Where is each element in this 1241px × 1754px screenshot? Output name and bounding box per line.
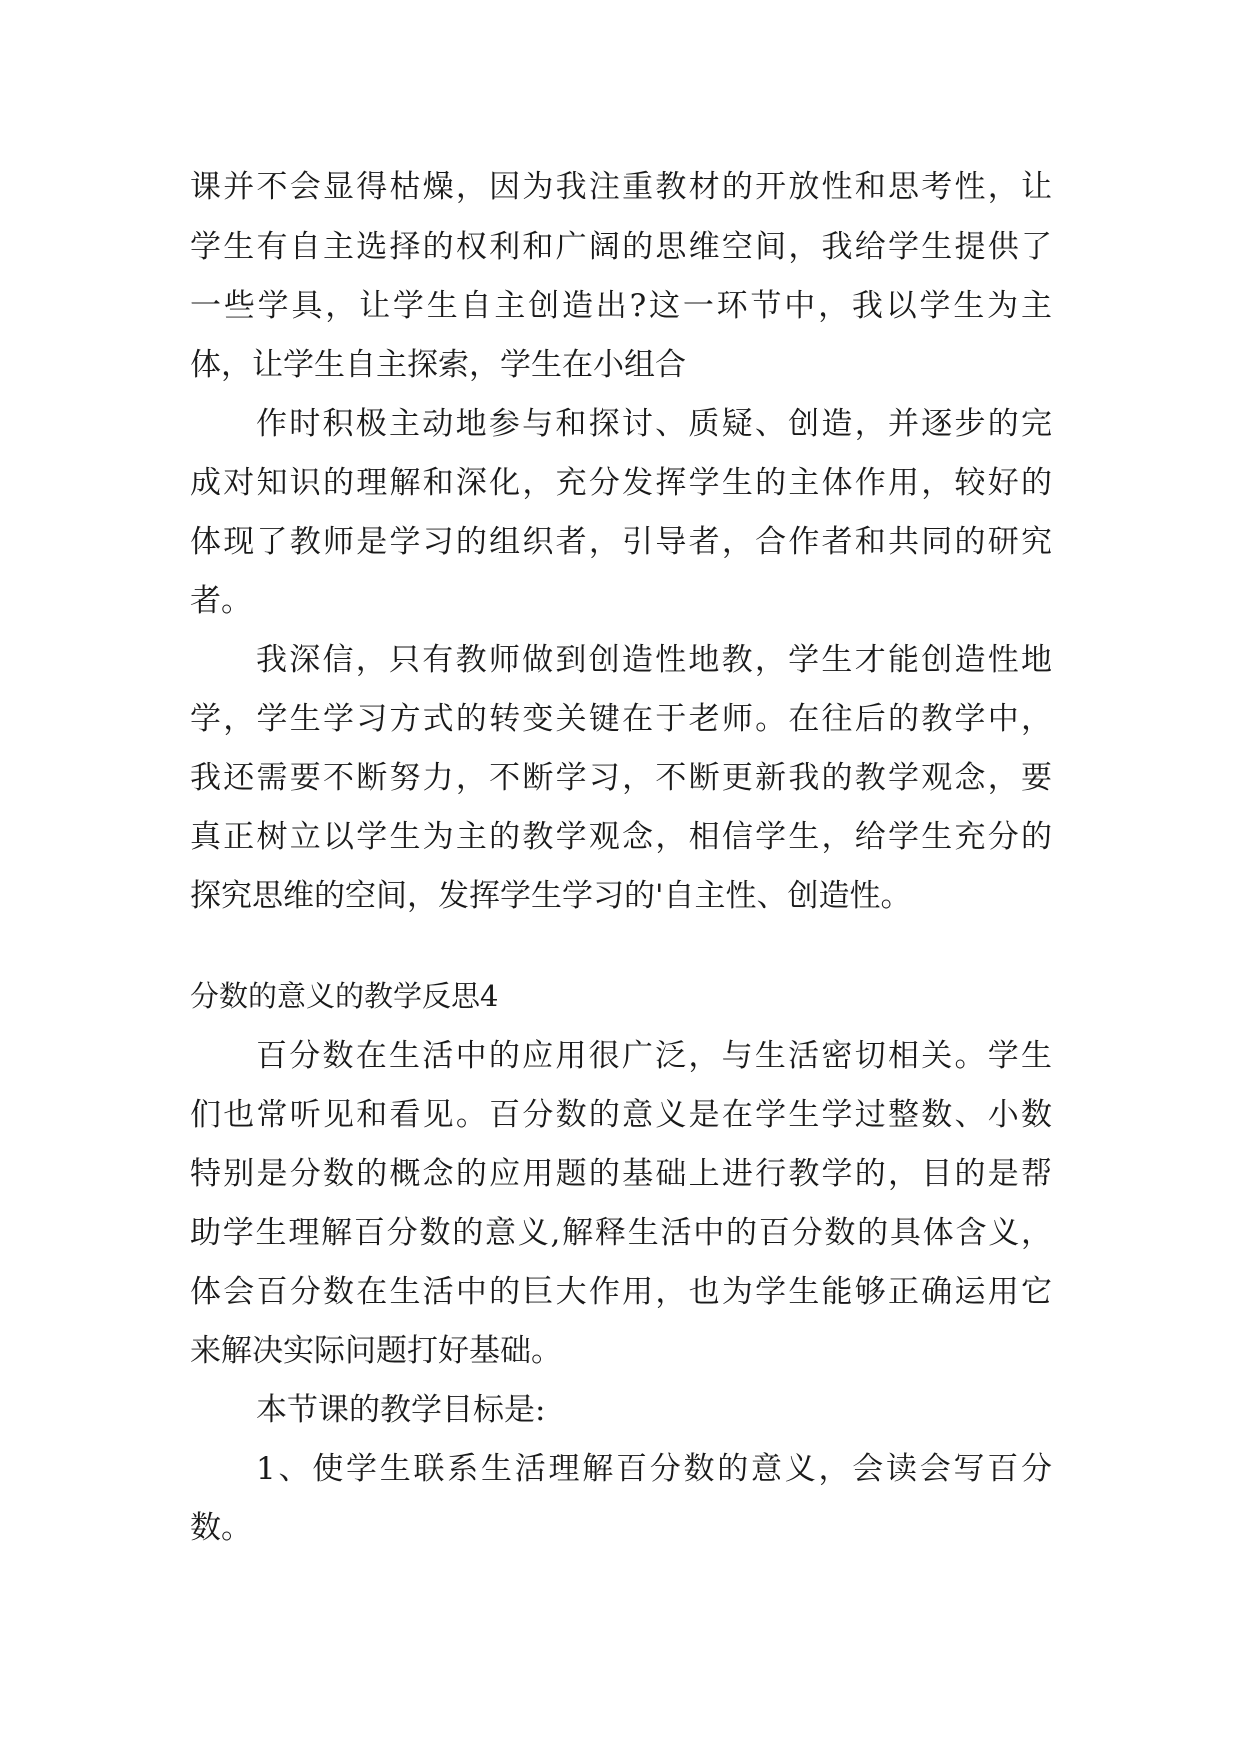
paragraph-line: 体，让学生自主探索，学生在小组合	[190, 347, 686, 383]
paragraph-line: 本节课的教学目标是:	[256, 1392, 546, 1428]
paragraph-line: 成对知识的理解和深化，充分发挥学生的主体作用，较好的	[190, 465, 1052, 501]
paragraph-line: 课并不会显得枯燥，因为我注重教材的开放性和思考性，让	[190, 169, 1052, 205]
paragraph-line: 真正树立以学生为主的教学观念，相信学生，给学生充分的	[190, 819, 1052, 855]
paragraph-line: 作时积极主动地参与和探讨、质疑、创造，并逐步的完	[256, 406, 1052, 442]
paragraph-line: 1、使学生联系生活理解百分数的意义，会读会写百分	[256, 1451, 1052, 1487]
paragraph-line: 我还需要不断努力，不断学习，不断更新我的教学观念，要	[190, 760, 1052, 796]
paragraph-line: 探究思维的空间，发挥学生学习的'自主性、创造性。	[190, 878, 912, 914]
paragraph-line: 来解决实际问题打好基础。	[190, 1333, 562, 1369]
paragraph-line: 我深信，只有教师做到创造性地教，学生才能创造性地	[256, 642, 1052, 678]
paragraph-line: 体会百分数在生活中的巨大作用，也为学生能够正确运用它	[190, 1274, 1052, 1310]
paragraph-line: 学生有自主选择的权利和广阔的思维空间，我给学生提供了	[190, 229, 1052, 265]
paragraph-line: 们也常听见和看见。百分数的意义是在学生学过整数、小数	[190, 1097, 1052, 1133]
paragraph-line: 助学生理解百分数的意义,解释生活中的百分数的具体含义，	[190, 1215, 1052, 1251]
paragraph-line: 数。	[190, 1510, 252, 1546]
paragraph-line: 学，学生学习方式的转变关键在于老师。在往后的教学中，	[190, 701, 1052, 737]
paragraph-line: 百分数在生活中的应用很广泛，与生活密切相关。学生	[256, 1038, 1052, 1074]
section-heading: 分数的意义的教学反思4	[190, 979, 499, 1013]
paragraph-line: 体现了教师是学习的组织者，引导者，合作者和共同的研究	[190, 524, 1052, 560]
paragraph-line: 特别是分数的概念的应用题的基础上进行教学的，目的是帮	[190, 1156, 1052, 1192]
paragraph-line: 一些学具，让学生自主创造出?这一环节中，我以学生为主	[190, 288, 1052, 324]
paragraph-line: 者。	[190, 583, 252, 619]
